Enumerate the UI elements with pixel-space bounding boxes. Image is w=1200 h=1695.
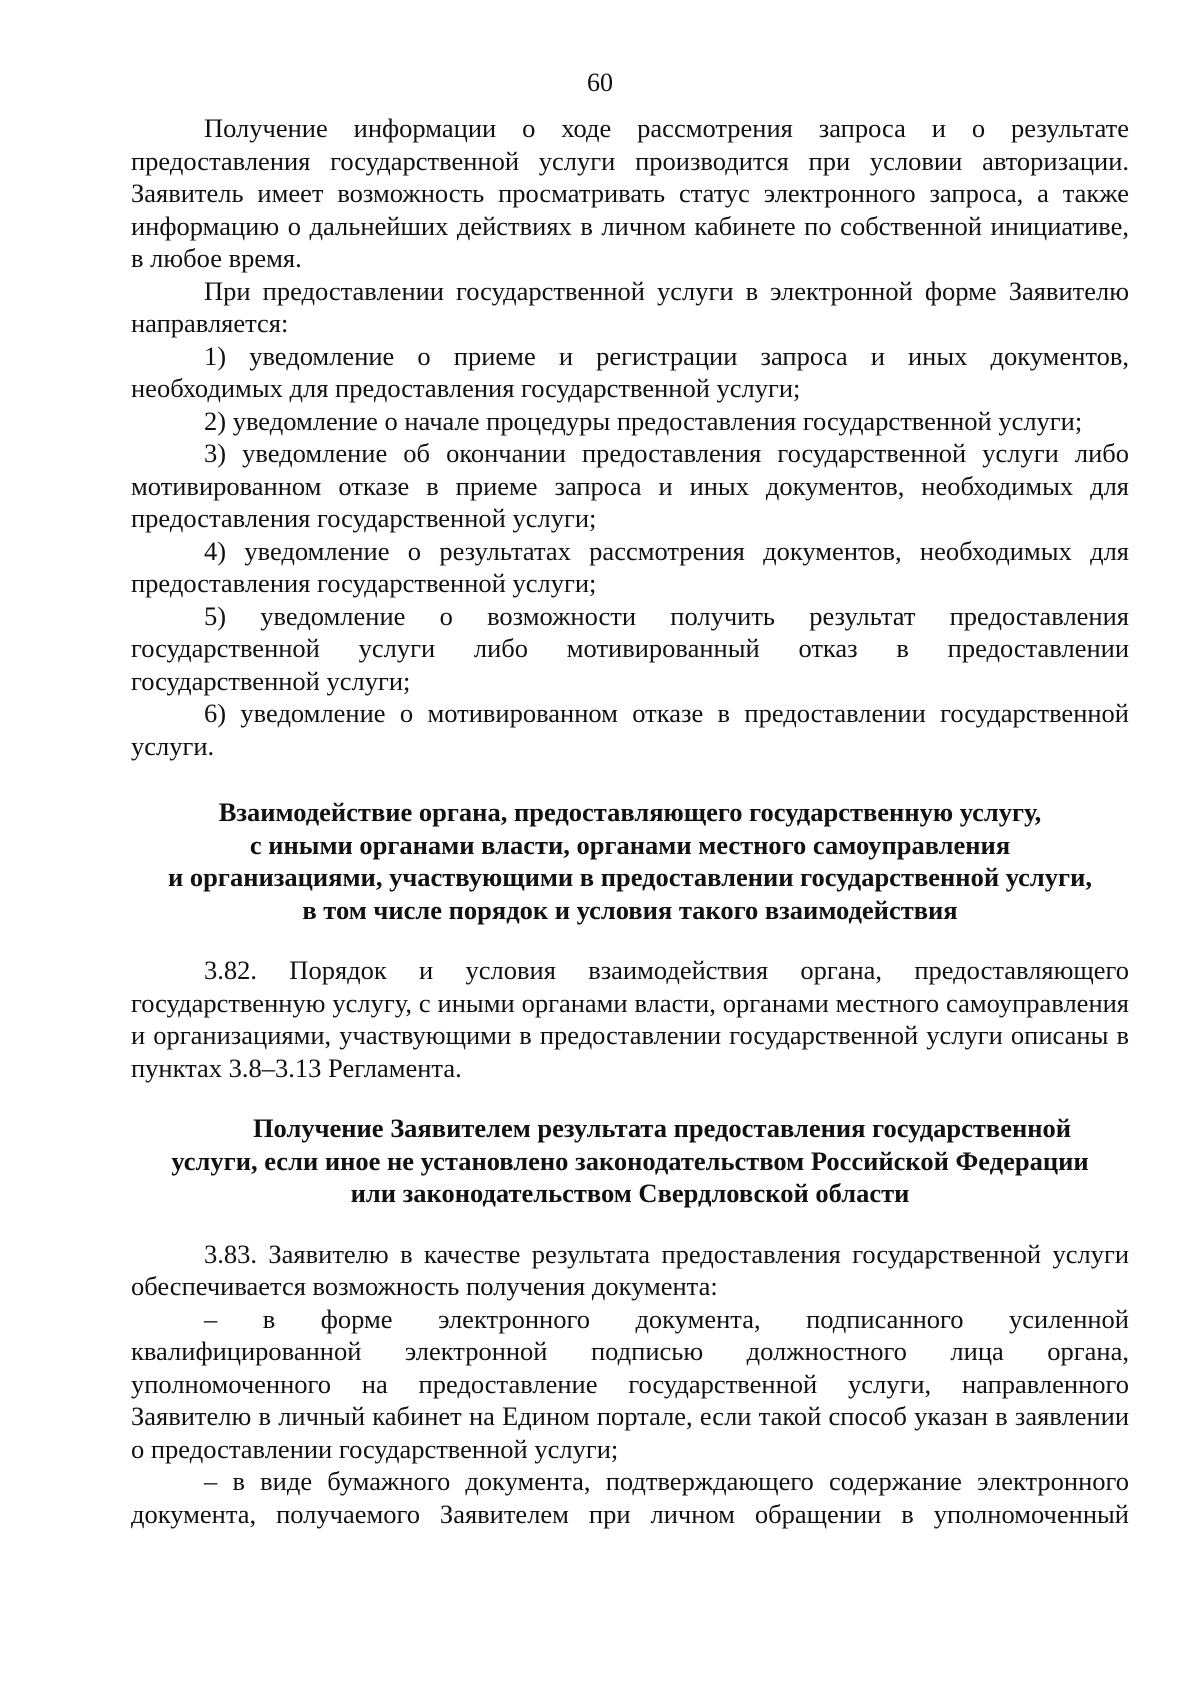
paragraph-3-82: 3.82. Порядок и условия взаимодействия органа, предоставляющего государственную услугу, с иными органами власти, органами местного самоуправления и организациями, участвующими в предоставлении государственной услуги описаны в пунктах 3.8–3.13 Регламента. <box>131 955 1129 1083</box>
page-content <box>131 112 1129 1530</box>
heading-line: и организациями, участвующими в предоставлении государственной услуги, <box>168 862 1092 892</box>
dash-item-electronic: – в форме электронного документа, подписанного усиленной квалифицированной электронной подписью должностного лица органа, уполномоченного на предоставление государственной услуги, направленного Заявителю в личный кабинет на Едином портале, если такой способ указан в заявлении о предоставлении государственной услуги; <box>131 1303 1129 1464</box>
paragraph-3-83: 3.83. Заявителю в качестве результата предоставления государственной услуги обеспечивается возможность получения документа: <box>131 1238 1129 1301</box>
list-item-3: 3) уведомление об окончании предоставления государственной услуги либо мотивированном отказе в приеме запроса и иных документов, необходимых для предоставления государственной услуги; <box>131 438 1129 533</box>
page-number: 60 <box>587 68 613 97</box>
paragraph-authorization: Получение информации о ходе рассмотрения запроса и о результате предоставления государственной услуги производится при условии авторизации. Заявитель имеет возможность просматривать статус электронного запроса, а также информацию о дальнейших действиях в личном кабинете по собственной инициативе, в любое время. <box>131 113 1129 273</box>
list-item-4: 4) уведомление о результатах рассмотрения документов, необходимых для предоставления государственной услуги; <box>131 535 1129 598</box>
heading-line: с иными органами власти, органами местного самоуправления <box>249 829 1011 860</box>
list-item-6: 6) уведомление о мотивированном отказе в предоставлении государственной услуги. <box>131 698 1129 761</box>
heading-line: в том числе порядок и условия такого взаимодействия <box>302 894 958 925</box>
section-heading-result <box>131 1112 1129 1210</box>
heading-line: или законодательством Свердловской области <box>350 1178 910 1208</box>
dash-item-paper: – в виде бумажного документа, подтверждающего содержание электронного документа, получаемого Заявителем при личном обращении в уполномоченный <box>131 1466 1129 1529</box>
list-item-5: 5) уведомление о возможности получить результат предоставления государственной услуги либо мотивированный отказ в предоставлении государственной услуги; <box>131 600 1129 696</box>
heading-line: услуги, если иное не установлено законодательством Российской Федерации <box>171 1145 1089 1176</box>
list-item-2: 2) уведомление о начале процедуры предоставления государственной услуги; <box>204 405 1083 436</box>
heading-line: Взаимодействие органа, предоставляющего государственную услугу, <box>218 797 1042 827</box>
section-heading-interaction <box>131 796 1129 926</box>
paragraph-notifications-intro: При предоставлении государственной услуги в электронной форме Заявителю направляется: <box>131 275 1129 338</box>
heading-line: Получение Заявителем результата предоставления государственной <box>252 1113 1072 1143</box>
list-item-1: 1) уведомление о приеме и регистрации запроса и иных документов, необходимых для предоставления государственной услуги; <box>131 340 1129 403</box>
